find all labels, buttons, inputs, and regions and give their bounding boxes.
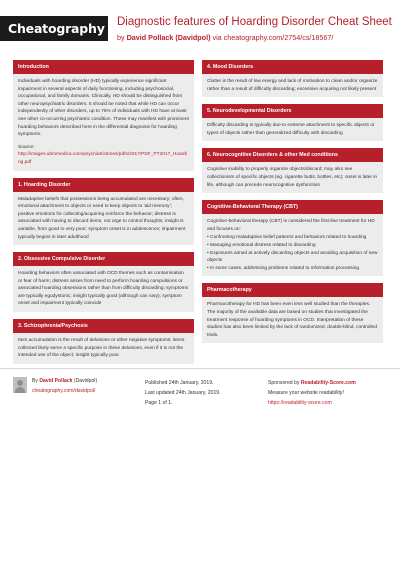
section-title: 2. Obsessive Compulsive Disorder bbox=[13, 252, 194, 266]
section-title: 4. Mood Disorders bbox=[202, 60, 383, 74]
right-column bbox=[202, 60, 383, 350]
section-neurodevelopmental bbox=[202, 104, 383, 141]
footer-profile-link[interactable]: cheatography.com/davidpol/ bbox=[32, 388, 96, 394]
source-label: Source: bbox=[18, 144, 35, 150]
page-number: Page 1 of 1. bbox=[145, 400, 173, 406]
section-title: 1. Hoarding Disorder bbox=[13, 178, 194, 192]
header bbox=[0, 0, 400, 52]
section-text: Maladaptive beliefs that possessions being accumulated are necessary; often, emotional attachment to objects or need to keep objects to 'aid memory'; positive emotions for collecting/acquiring reinforce the behavior; distress is associated with having to discard items, not urge to control thoughts; insight is variable, from good to very poor; symptom onset is in adolescence; impairment typically begins in later adulthood bbox=[18, 196, 186, 240]
footer-author bbox=[32, 378, 97, 384]
section-text: Item accumulation is the result of delusions or other negative symptoms; items collected likely serve a specific purpose in these delusions, even if it is not the intended use of the object; insight typically poor. bbox=[18, 338, 185, 359]
section-cbt bbox=[202, 200, 383, 276]
list-item: • Confronting maladaptive belief patterns and behaviors related to hoarding bbox=[207, 235, 367, 241]
page-title: Diagnostic features of Hoarding Disorder Cheat Sheet bbox=[117, 16, 392, 28]
section-title: 6. Neurocognitive Disorders & other Med conditions bbox=[202, 148, 383, 162]
section-text: Pharmacotherapy for HD has been even less well studied than the therapies. The majority of the available data are based on studies that investigated the treatment response of hoarding symptoms in OCD. Interpretation of these studies has also been limited by the lack of randomized, double-blind, controlled trials. bbox=[207, 302, 377, 338]
footer-sponsor bbox=[268, 378, 356, 408]
list-item: • Exposures aimed at actively discarding objects and avoiding acquisition of new objects bbox=[207, 250, 378, 264]
section-body bbox=[13, 74, 194, 171]
section-body bbox=[202, 74, 383, 97]
sponsor-link[interactable]: Readability-Score.com bbox=[300, 380, 356, 386]
source-block bbox=[18, 144, 189, 167]
cheatography-logo[interactable]: Cheatography bbox=[0, 16, 108, 41]
section-text: Cognitive inability to properly organize objects/discard; may also see collectionism of specific objects (eg. cigarette butts, bottles, etc); onset is later in life, although can precede neurocognitive dysfunction bbox=[207, 167, 378, 188]
section-text: Clutter is the result of low energy and lack of motivation to clean and/or organize rather than a result of difficulty discarding; excessive acquiring not likely present bbox=[207, 79, 378, 92]
section-schizophrenia bbox=[13, 319, 194, 364]
section-body bbox=[202, 214, 383, 276]
section-title: 3. Schizophrenia/Psychosis bbox=[13, 319, 194, 333]
section-mood-disorders bbox=[202, 60, 383, 97]
section-neurocognitive bbox=[202, 148, 383, 193]
by-prefix: by bbox=[117, 33, 125, 42]
section-body bbox=[13, 333, 194, 364]
cbt-intro: Cognitive-behavioral therapy (CBT) is considered the first-line treatment for HD and focuses on: bbox=[207, 219, 375, 232]
list-item: • Managing emotional distress related to discarding bbox=[207, 242, 316, 248]
list-item: • In some cases, addressing problems related to information processing bbox=[207, 265, 360, 271]
section-body bbox=[202, 118, 383, 141]
section-text: Hoarding behaviors often associated with OCD themes such as contamination or fear of harm; distress arises from need to perform hoarding compulsions or associated hoarding obsessions rather than from difficulty discarding; symptoms are typically egodystonic; insight typically good (although can vary); symptom onset and impairment typically coincide bbox=[18, 271, 189, 307]
sponsor-tagline: Measure your website readability! bbox=[268, 390, 344, 396]
intro-text: Individuals with hoarding disorder (HD) typically experience significant impairment in several aspects of daily functioning, including psychosocial, occupational, and family domains. Clinically, HD should be distinguished from other neuropsychiatric disorders. It should be noted that while HD can occur independently of other disorders, up to 75% of individuals with HD have at least one other co-occurring psychiatric condition. These may manifest with prominent hoarding behaviors described here in the differential diagnosis for hoarding symptoms. bbox=[18, 79, 189, 138]
by-label: By bbox=[32, 378, 38, 384]
subtitle bbox=[117, 33, 333, 42]
section-title: Introduction bbox=[13, 60, 194, 74]
footer-author-handle: (Davidpol) bbox=[73, 378, 98, 384]
sponsor-prefix: Sponsored by bbox=[268, 380, 300, 386]
source-link[interactable]: http://images.ubmmedica.com/psychiatrictimes/pdfs/2017/PDF_PT2017_Hoarding.pdf bbox=[18, 152, 188, 165]
section-body bbox=[13, 192, 194, 246]
published-date: Published 24th January, 2019. bbox=[145, 380, 214, 386]
section-hoarding-disorder bbox=[13, 178, 194, 246]
left-column bbox=[13, 60, 194, 371]
updated-date: Last updated 24th January, 2019. bbox=[145, 390, 221, 396]
sponsor-url[interactable]: https://readability-score.com bbox=[268, 400, 332, 406]
author-link[interactable]: David Pollack (Davidpol) bbox=[126, 33, 211, 42]
footer bbox=[0, 368, 400, 412]
section-ocd bbox=[13, 252, 194, 312]
section-pharmacotherapy bbox=[202, 283, 383, 343]
footer-dates bbox=[145, 378, 221, 408]
sponsor-line bbox=[268, 378, 356, 388]
section-body bbox=[202, 162, 383, 193]
section-title: Cognitive-Behavioral Therapy (CBT) bbox=[202, 200, 383, 214]
section-introduction bbox=[13, 60, 194, 171]
section-body bbox=[202, 297, 383, 343]
section-title: Pharmacotherapy bbox=[202, 283, 383, 297]
via-link[interactable]: via cheatography.com/2754/cs/18567/ bbox=[212, 33, 334, 42]
section-title: 5. Neurodevelopmental Disorders bbox=[202, 104, 383, 118]
section-text: Difficulty discarding is typically due to extreme attachment to specific objects or types of objects rather than generalized difficulty with discarding bbox=[207, 123, 375, 136]
avatar bbox=[13, 377, 27, 393]
section-body bbox=[13, 266, 194, 312]
footer-author-link[interactable]: David Pollack bbox=[39, 378, 73, 384]
